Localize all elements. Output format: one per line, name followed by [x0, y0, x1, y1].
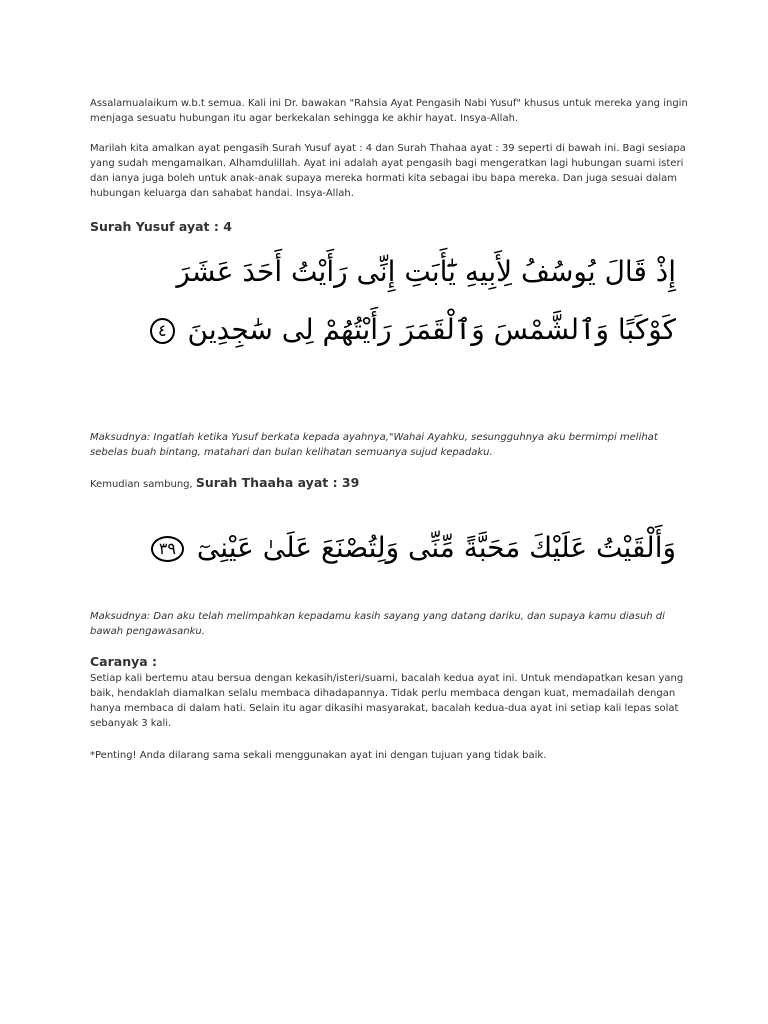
- surah-thaaha-heading: Surah Thaaha ayat : 39: [195, 475, 360, 490]
- caranya-heading: Caranya :: [90, 654, 158, 669]
- instruction-paragraph: Marilah kita amalkan ayat pengasih Surah Yusuf ayat : 4 dan Surah Thahaa ayat : 39 seperti di bawah ini. Bagi sesiapa yang sudah mengamalkan. Alhamdulillah. Ayat ini adalah ayat pengasih bagi mengeratkan lagi hubungan suami isteri dan ianya juga boleh untuk anak-anak supaya mereka hormati kita sebagai ibu bapa mereka. Dan juga sesuai dalam hubungan keluarga dan sahabat handai. Insya-Allah.: [90, 143, 686, 199]
- warning-paragraph: *Penting! Anda dilarang sama sekali menggunakan ayat ini dengan tujuan yang tidak baik.: [90, 750, 547, 761]
- caranya-paragraph: Setiap kali bertemu atau bersua dengan kekasih/isteri/suami, bacalah kedua ayat ini. Untuk mendapatkan kesan yang baik, hendaklah diamalkan selalu membaca dihadapannya. Tidak perlu membaca dengan kuat, memadailah dengan hanya membaca di dalam hati. Selain itu agar dikasihi masyarakat, bacalah kedua-dua ayat ini setiap kali lepas solat sebanyak 3 kali.: [90, 673, 684, 729]
- meaning-yusuf: Maksudnya: Ingatlah ketika Yusuf berkata kepada ayahnya,"Wahai Ayahku, sesungguhnya aku bermimpi melihat sebelas buah bintang, matahari dan bulan kelihatan semuanya sujud kepadaku.: [90, 432, 658, 458]
- kemudian-line: [90, 474, 690, 494]
- meaning-thaaha: Maksudnya: Dan aku telah melimpahkan kepadamu kasih sayang yang datang dariku, dan supaya kamu diasuh di bawah pengawasanku.: [90, 611, 665, 637]
- surah-yusuf-verse-line2: [146, 304, 676, 356]
- surah-yusuf-verse-text: كَوْكَبًا وَٱلشَّمْسَ وَٱلْقَمَرَ رَأَيْتُهُمْ لِى سَٰجِدِينَ: [187, 313, 676, 346]
- verse-number-marker: ٣٩: [151, 536, 184, 562]
- surah-yusuf-heading: Surah Yusuf ayat : 4: [90, 219, 232, 234]
- kemudian-prefix: Kemudian sambung,: [90, 479, 193, 490]
- surah-thaaha-verse: [147, 522, 676, 574]
- verse-number-marker: ٤: [150, 318, 175, 344]
- surah-yusuf-verse-line1: إِذْ قَالَ يُوسُفُ لِأَبِيهِ يَٰٓأَبَتِ إِنِّى رَأَيْتُ أَحَدَ عَشَرَ: [176, 255, 676, 288]
- intro-paragraph: Assalamualaikum w.b.t semua. Kali ini Dr. bawakan "Rahsia Ayat Pengasih Nabi Yusuf" khusus untuk mereka yang ingin menjaga sesuatu hubungan itu agar berkekalan sehingga ke akhir hayat. Insya-Allah.: [90, 98, 688, 124]
- surah-thaaha-verse-text: وَأَلْقَيْتُ عَلَيْكَ مَحَبَّةً مِّنِّى وَلِتُصْنَعَ عَلَىٰ عَيْنِىٓ: [196, 531, 676, 564]
